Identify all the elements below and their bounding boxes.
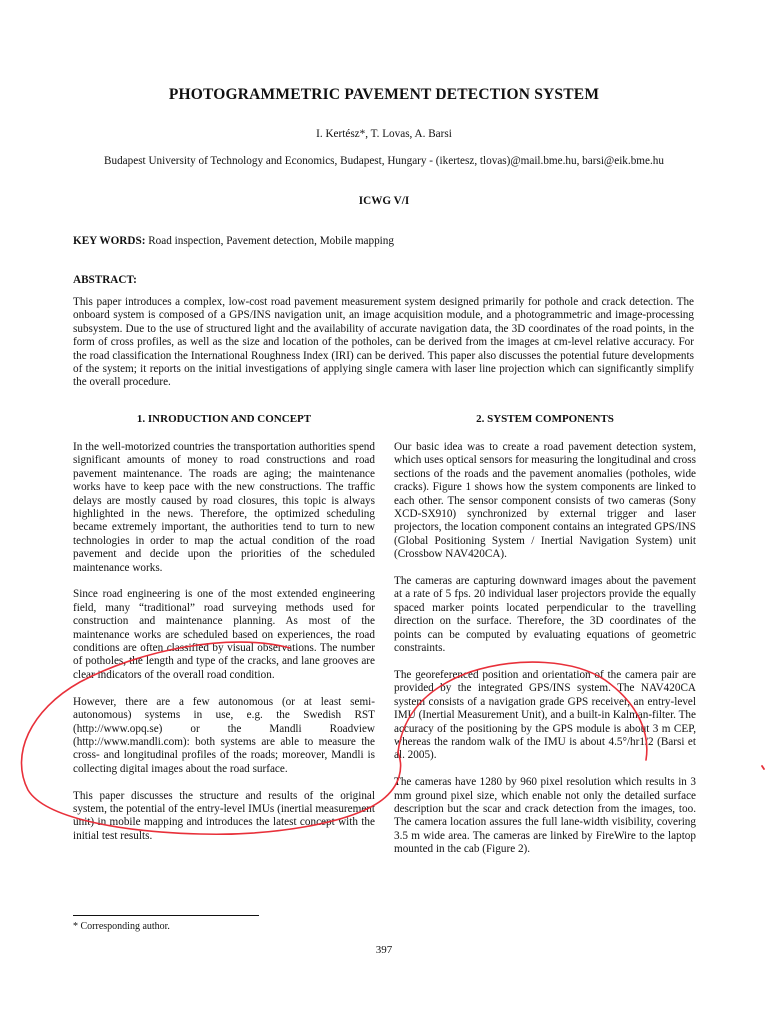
paragraph: The cameras are capturing downward images about the pavement at a rate of 5 fps. 20 individual laser projectors provide the equally spaced marker points located perpendicular to the travelling direction on the surface. Therefore, the 3D coordinates of the points can be computed by evaluating equations of geometric constraints. xyxy=(394,575,696,655)
right-column xyxy=(394,413,696,870)
page-number: 397 xyxy=(375,944,393,956)
paragraph: The georeferenced position and orientation of the camera pair are provided by the integrated GPS/INS system. The NAV420CA system consists of a navigation grade GPS receiver, an entry-level IMU (Inertial Measurement Unit), and a built-in Kalman-filter. The accuracy of the positioning by the GPS module is about 3 m CEP, whereas the random walk of the IMU is about 4.5°/hr1/2 (Barsi et al. 2005). xyxy=(394,668,696,762)
footnote: * Corresponding author. xyxy=(73,921,170,932)
paragraph: This paper discusses the structure and results of the original system, the potential of the entry-level IMUs (inertial measurement unit) in mobile mapping and introduces the latest concept with the initial test results. xyxy=(73,789,375,842)
paper-title: PHOTOGRAMMETRIC PAVEMENT DETECTION SYSTEM xyxy=(168,86,600,103)
paragraph: The cameras have 1280 by 960 pixel resolution which results in 3 mm ground pixel size, which enable not only the detailed surface description but the scar and crack detection from the images, too. The camera location assures the full lane-width visibility, covering 3.5 m wide area. The cameras are linked by FireWire to the laptop mounted in the cab (Figure 2). xyxy=(394,776,696,856)
affiliation: Budapest University of Technology and Economics, Budapest, Hungary - (ikertesz, tlovas)@mail.bme.hu, barsi@eik.bme.hu xyxy=(104,155,664,167)
paragraph: However, there are a few autonomous (or at least semi-autonomous) systems in use, e.g. the Swedish RST (http://www.opq.se) or the Mandli Roadview (http://www.mandli.com): both systems are able to measure the cross- and longitudinal profiles of the roads; moreover, Mandli is collecting digital images about the road surface. xyxy=(73,695,375,775)
paragraph: Since road engineering is one of the most extended engineering field, many “traditional” road surveying methods used for construction and maintenance planning. As most of the maintenance works are scheduled based on experiences, the road conditions are often classified by visual observations. The number of potholes, the length and type of the cracks, and lane grooves are clear indicators of the overall road condition. xyxy=(73,588,375,681)
left-column xyxy=(73,413,375,857)
author-list: I. Kertész*, T. Lovas, A. Barsi xyxy=(316,128,452,140)
keywords-text: Road inspection, Pavement detection, Mobile mapping xyxy=(145,235,394,247)
abstract-text: This paper introduces a complex, low-cost road pavement measurement system designed primarily for pothole and crack detection. The onboard system is composed of a GPS/INS navigation unit, an image acquisition module, and a photogrammetric and image-processing subsystem. Due to the use of structured light and the availability of accurate navigation data, the 3D coordinates of the road points, in the form of cross profiles, as well as the size and location of the potholes, can be derived from the images at cm-level relative accuracy. For the road classification the International Roughness Index (IRI) can be derived. This paper also discusses the potential future developments of the system; it reports on the initial investigations of applying single camera with laser line projection which can significantly simplify the overall procedure. xyxy=(73,296,694,389)
footnote-divider xyxy=(73,915,259,916)
keywords xyxy=(73,235,394,247)
section-heading-introduction: 1. INRODUCTION AND CONCEPT xyxy=(136,413,312,425)
paragraph: In the well-motorized countries the transportation authorities spend significant amounts of money to road constructions and road pavement maintenance. The roads are aging; the maintenance works have to keep pace with the new constructions. The traffic delays are mostly caused by road closures, this topic is always highlighted in the news. Therefore, the optimized scheduling became extremely important, the authorities tend to turn to new technologies in order to map the actual condition of the road pavement and decide upon the priorities of the scheduled maintenance works. xyxy=(73,441,375,574)
abstract-heading: ABSTRACT: xyxy=(73,274,137,286)
section-heading-system-components: 2. SYSTEM COMPONENTS xyxy=(476,413,614,425)
commission-label: ICWG V/I xyxy=(358,195,410,207)
keywords-label: KEY WORDS: xyxy=(73,235,146,247)
paragraph: Our basic idea was to create a road pavement detection system, which uses optical sensors for measuring the longitudinal and cross sections of the roads and the pavement anomalies (potholes, wide cracks). Figure 1 shows how the system components are linked to each other. The sensor component consists of two cameras (Sony XCD-SX910) synchronized by external trigger and laser projectors, the location component contains an integrated GPS/INS (Global Positioning System / Inertial Navigation System) unit (Crossbow NAV420CA). xyxy=(394,441,696,561)
ink-mark xyxy=(762,766,764,769)
